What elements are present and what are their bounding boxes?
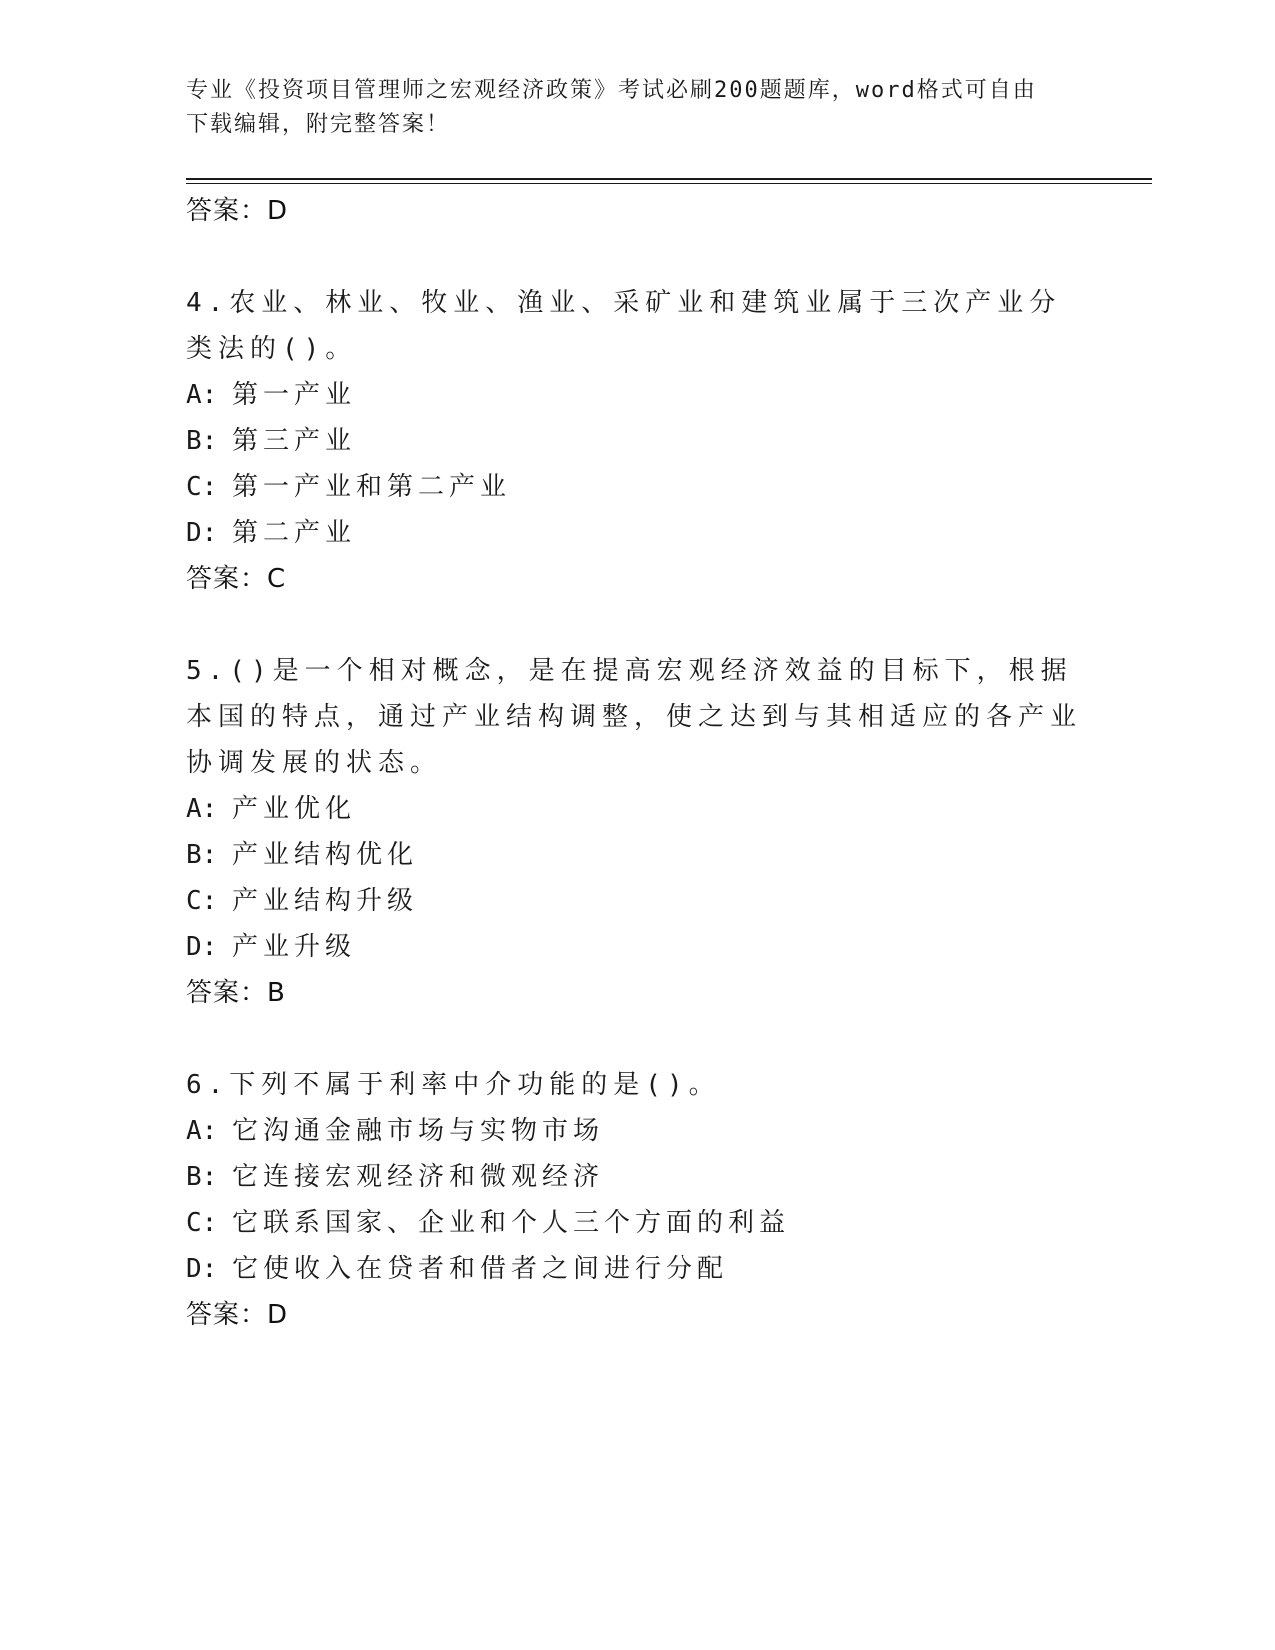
option-letter: A: (186, 794, 218, 824)
option-d (186, 510, 1086, 556)
answer-text: 答案：D (186, 1300, 289, 1330)
question-text: 6.下列不属于利率中介功能的是()。 (186, 1070, 721, 1100)
option-letter: C: (186, 886, 218, 916)
question-text: 4.农业、林业、牧业、渔业、采矿业和建筑业属于三次产业分类法的()。 (186, 288, 1062, 364)
option-letter: D: (186, 1254, 218, 1284)
header-line-2: 下载编辑，附完整答案！ (186, 112, 451, 137)
option-letter: C: (186, 1208, 218, 1238)
option-letter: A: (186, 1116, 218, 1146)
option-d (186, 1246, 1086, 1292)
question-list (186, 188, 1086, 1338)
option-d (186, 924, 1086, 970)
option-text: 它使收入在贷者和借者之间进行分配 (232, 1254, 729, 1284)
option-text: 产业结构升级 (232, 886, 419, 916)
header-divider-thin (186, 183, 1152, 184)
option-text: 第一产业和第二产业 (232, 472, 512, 502)
option-text: 第一产业 (232, 380, 357, 410)
option-c (186, 464, 1086, 510)
option-letter: B: (186, 1162, 218, 1192)
option-letter: B: (186, 426, 218, 456)
option-text: 它联系国家、企业和个人三个方面的利益 (232, 1208, 791, 1238)
answer-text: 答案：B (186, 978, 286, 1008)
question-text: 5.()是一个相对概念，是在提高宏观经济效益的目标下，根据本国的特点，通过产业结构调整，使之达到与其相适应的各产业协调发展的状态。 (186, 656, 1083, 778)
option-text: 它连接宏观经济和微观经济 (232, 1162, 605, 1192)
spacer (186, 1016, 1086, 1062)
option-letter: D: (186, 518, 218, 548)
option-b (186, 1154, 1086, 1200)
previous-answer: 答案：D (186, 196, 289, 226)
option-text: 产业升级 (232, 932, 357, 962)
option-a (186, 1108, 1086, 1154)
option-c (186, 1200, 1086, 1246)
option-b (186, 418, 1086, 464)
option-letter: C: (186, 472, 218, 502)
spacer (186, 602, 1086, 648)
option-a (186, 372, 1086, 418)
option-text: 产业结构优化 (232, 840, 419, 870)
option-a (186, 786, 1086, 832)
option-b (186, 832, 1086, 878)
option-text: 第二产业 (232, 518, 357, 548)
option-letter: B: (186, 840, 218, 870)
header-line-1: 专业《投资项目管理师之宏观经济政策》考试必刷200题题库，word格式可自由 (186, 78, 1037, 103)
spacer (186, 234, 1086, 280)
option-text: 产业优化 (232, 794, 357, 824)
answer-text: 答案：C (186, 564, 287, 594)
option-text: 它沟通金融市场与实物市场 (232, 1116, 605, 1146)
document-header (186, 74, 1066, 142)
question-block (186, 1062, 1086, 1338)
question-block (186, 648, 1086, 1016)
option-text: 第三产业 (232, 426, 357, 456)
option-c (186, 878, 1086, 924)
option-letter: D: (186, 932, 218, 962)
option-letter: A: (186, 380, 218, 410)
question-block (186, 280, 1086, 602)
header-divider-thick (186, 178, 1152, 180)
